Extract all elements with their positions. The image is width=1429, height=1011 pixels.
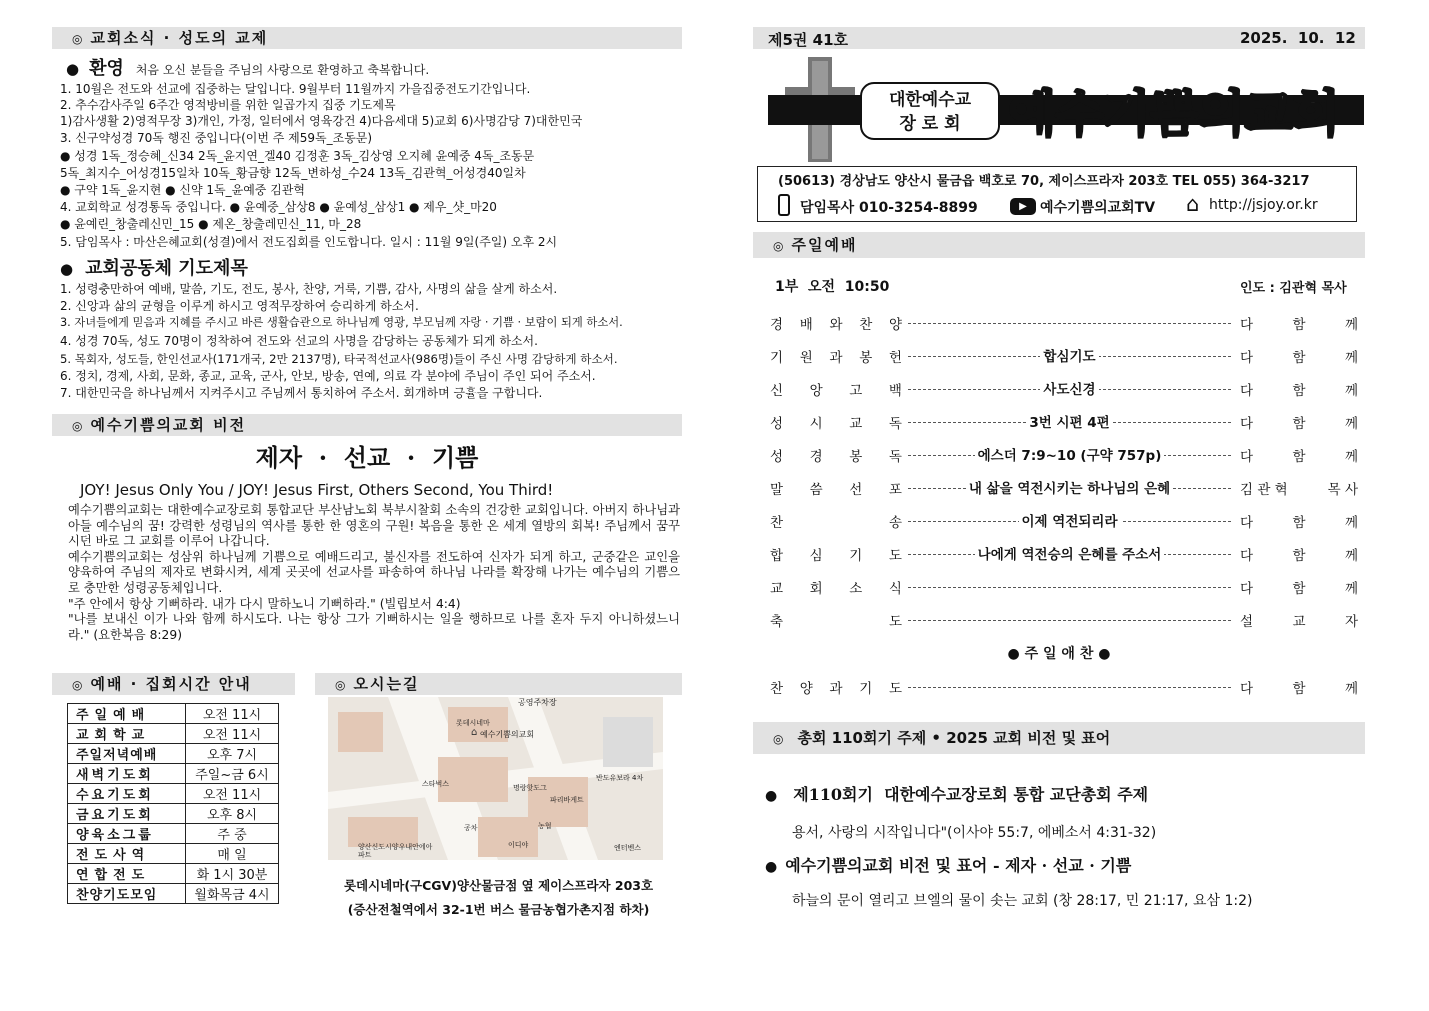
order-person-char: 께 [1344, 581, 1358, 597]
praise-heading: ● 주 일 애 찬 ● [1007, 646, 1111, 662]
pastor-phone: 담임목사 010-3254-8899 [800, 200, 978, 216]
order-item-char: 소 [849, 581, 863, 597]
order-item-name [770, 577, 902, 597]
news-title: 교회소식 · 성도의 교제 [90, 29, 269, 47]
map-label-ediya: 이디야 [508, 841, 529, 849]
order-item-char: 독 [888, 449, 902, 465]
directions-title: 오시는길 [353, 675, 420, 693]
order-person-char: 함 [1292, 449, 1306, 465]
address: (50613) 경상남도 양산시 물금읍 백호로 70, 제이스프라자 203호 TEL 055) 364-3217 [778, 174, 1310, 189]
prayer-head: 교회공동체 기도제목 [85, 258, 248, 279]
prayer-line-4: 4. 성경 70독, 성도 70명이 정착하여 전도와 선교의 사명을 감당하는 공동체가 되게 하소서. [60, 334, 538, 348]
order-item-char: 와 [829, 317, 843, 333]
order-person-char: 께 [1344, 317, 1358, 333]
table-row [68, 804, 279, 824]
theme-section-header [753, 722, 1365, 754]
order-person-char: 함 [1292, 416, 1306, 432]
section-bullet-icon: ◎ [72, 678, 85, 692]
order-item-char: 배 [799, 317, 813, 333]
praise-order-row [770, 677, 1360, 697]
news-line-2: 2. 추수감사주일 6주간 영적방비를 위한 일곱가지 집중 기도제목 [60, 98, 396, 112]
order-person-char: 김 관 혁 [1240, 482, 1288, 498]
table-row [68, 844, 279, 864]
map-label-cinema: 롯데시네마 [456, 719, 490, 727]
order-item-content [908, 313, 1231, 324]
order-item-content [908, 544, 1231, 563]
contact-box [757, 166, 1357, 222]
worship-order-row [770, 544, 1360, 564]
order-item-char: 합 [770, 548, 784, 564]
schedule-value: 오후 8시 [186, 804, 279, 824]
order-item-char: 헌 [888, 350, 902, 366]
table-row [68, 764, 279, 784]
order-person-char: 함 [1292, 317, 1306, 333]
prayer-line-7: 7. 대한민국을 하나님께서 지켜주시고 주님께서 통치하여 주소서. 회개하며 긍휼을 구합니다. [60, 386, 543, 400]
prayer-line-2: 2. 신앙과 삶의 균형을 이루게 하시고 영적무장하여 승리하게 하소서. [60, 299, 419, 313]
order-item-content [908, 577, 1231, 588]
issue-date: 2025. 10. 12 [1240, 29, 1356, 47]
worship-order-row [770, 478, 1360, 498]
table-row [68, 864, 279, 884]
worship-order-row [770, 610, 1360, 630]
worship-order-row [770, 445, 1360, 465]
phone-icon [778, 194, 790, 216]
schedule-value: 오전 11시 [186, 704, 279, 724]
prayer-heading [60, 254, 248, 280]
welcome-head: 환영 [89, 58, 124, 79]
praise-item-char: 도 [888, 681, 902, 697]
order-item-name [770, 346, 902, 366]
worship-order-row [770, 346, 1360, 366]
order-item-name [770, 544, 902, 564]
order-item-char: 도 [888, 614, 902, 630]
order-person-char: 께 [1344, 449, 1358, 465]
order-item-person [1240, 445, 1358, 465]
order-person-char: 께 [1344, 548, 1358, 564]
prayer-line-1: 1. 성령충만하여 예배, 말씀, 기도, 전도, 봉사, 찬양, 거룩, 기쁨, 감사, 사명의 삶을 살게 하소서. [60, 282, 558, 296]
order-item-content [908, 445, 1231, 464]
vision-motto: 제자 · 선교 · 기쁨 [255, 443, 479, 472]
denomination-line-2: 장 로 회 [899, 114, 961, 134]
map-label-bakery: 파리바게트 [550, 796, 584, 804]
order-item-char: 도 [888, 548, 902, 564]
order-item-char: 찬 [859, 317, 873, 333]
order-item-char: 원 [799, 350, 813, 366]
church-tv[interactable]: 예수기쁨의교회TV [1040, 200, 1156, 216]
news-section-header [52, 27, 682, 49]
home-icon: ⌂ [1186, 192, 1200, 216]
table-row [68, 724, 279, 744]
vision-body [68, 503, 680, 643]
order-person-char: 다 [1240, 449, 1254, 465]
order-item-char: 독 [888, 416, 902, 432]
order-item-char: 식 [888, 581, 902, 597]
order-item-text: 내 삶을 역전시키는 하나님의 은혜 [966, 481, 1173, 497]
theme-1-text: 용서, 사랑의 시작입니다"(이사야 55:7, 에베소서 4:31-32) [792, 825, 1157, 841]
order-person-char: 함 [1292, 515, 1306, 531]
prayer-line-5: 5. 목회자, 성도들, 한인선교사(171개국, 2만 2137명), 타국적선교사(986명)들이 주신 사명 감당하게 하소서. [60, 352, 618, 366]
prayer-line-3: 3. 자녀들에게 믿음과 지혜를 주시고 바른 생활습관으로 하나님께 영광, 부모님께 자랑 · 기쁨 · 보람이 되게 하소서. [60, 316, 623, 329]
schedule-key: 연합전도 [68, 864, 186, 884]
order-item-content [908, 511, 1231, 530]
order-item-char: 기 [770, 350, 784, 366]
order-item-char: 축 [770, 614, 784, 630]
order-item-person [1240, 412, 1358, 432]
order-item-char: 신 [770, 383, 784, 399]
map-label-apartment: 반도유보라 4차 [596, 774, 644, 782]
order-item-char: 송 [888, 515, 902, 531]
order-item-char: 백 [888, 383, 902, 399]
order-item-char: 봉 [849, 449, 863, 465]
youtube-icon: ▶ [1010, 198, 1036, 215]
news-line-1: 1. 10월은 전도와 선교에 집중하는 달입니다. 9월부터 11월까지 가을집중전도기간입니다. [60, 82, 531, 96]
map-label-apt2: 양산신도시양우내안에아파트 [358, 843, 433, 859]
table-row [68, 824, 279, 844]
schedule-section-header [52, 673, 295, 695]
schedule-title: 예배 · 집회시간 안내 [90, 675, 252, 693]
order-item-person [1240, 346, 1358, 366]
order-item-content [908, 379, 1231, 398]
schedule-key: 전도사역 [68, 844, 186, 864]
worship-order-row [770, 577, 1360, 597]
order-person-char: 목 사 [1327, 482, 1358, 498]
volume-number: 제5권 41호 [768, 31, 849, 49]
order-person-char: 함 [1292, 581, 1306, 597]
praise-item-char: 기 [859, 681, 873, 697]
order-item-name [770, 379, 902, 399]
order-person-char: 다 [1240, 416, 1254, 432]
news-line-4: 3. 신구약성경 70독 행진 중입니다(이번 주 제59독_조동문) [60, 131, 373, 145]
directions-caption-2: (증산전철역에서 32-1번 버스 물금농협가촌지점 하차) [347, 902, 650, 917]
welcome-line [66, 54, 429, 80]
order-item-char: 찬 [770, 515, 784, 531]
schedule-key: 주일예배 [68, 704, 186, 724]
order-person-char: 함 [1292, 548, 1306, 564]
worship-order-row [770, 511, 1360, 531]
praise-person-char: 함 [1292, 681, 1306, 697]
order-item-char: 교 [770, 581, 784, 597]
order-person-char: 께 [1344, 383, 1358, 399]
order-person-char: 자 [1344, 614, 1358, 630]
order-item-person [1240, 478, 1358, 498]
praise-person-char: 다 [1240, 681, 1254, 697]
theme-1-heading [765, 782, 1148, 805]
theme-1-head: 제110회기 대한예수교장로회 통합 교단총회 주제 [793, 785, 1149, 804]
bullet-icon: ● [60, 260, 74, 278]
order-item-person [1240, 511, 1358, 531]
news-line-6: 5독_최지수_어성경15일차 10독_황금향 12독_변하성_수24 13독_김관혁_어성경40일차 [60, 166, 526, 180]
worship-order-row [770, 379, 1360, 399]
vision-section-header [52, 414, 682, 436]
order-person-char: 께 [1344, 515, 1358, 531]
order-item-name [770, 412, 902, 432]
schedule-value: 오후 7시 [186, 744, 279, 764]
order-item-char: 경 [809, 449, 823, 465]
worship-section-header [753, 232, 1365, 258]
praise-item-name [770, 677, 902, 697]
order-item-char: 양 [888, 317, 902, 333]
bullet-icon: ● [66, 60, 80, 78]
order-item-person [1240, 577, 1358, 597]
welcome-text: 처음 오신 분들을 주님의 사랑으로 환영하고 축복합니다. [135, 63, 430, 77]
order-item-char: 성 [770, 416, 784, 432]
map-label-hotdog: 명랑핫도그 [513, 784, 547, 792]
theme-2-head: 예수기쁨의교회 비전 및 표어 - 제자 · 선교 · 기쁨 [785, 856, 1132, 875]
news-line-9: ● 윤예린_창출레신민_15 ● 제온_창출레민신_11, 마_28 [60, 217, 362, 231]
order-person-char: 다 [1240, 581, 1254, 597]
map-label-entervance: 엔터벤스 [614, 844, 642, 852]
order-person-char: 설 [1240, 614, 1254, 630]
praise-item-char: 과 [829, 681, 843, 697]
schedule-table [67, 703, 279, 904]
schedule-key: 수요기도회 [68, 784, 186, 804]
order-item-name [770, 511, 902, 531]
order-item-content [908, 346, 1231, 365]
order-item-text: 합심기도 [1040, 349, 1098, 365]
service-leader: 인도 : 김관혁 목사 [1240, 281, 1347, 296]
map-label-gongcha: 공차 [464, 824, 478, 832]
theme-title: 총회 110회기 주제 • 2025 교회 비전 및 표어 [797, 729, 1111, 747]
order-item-person [1240, 313, 1358, 333]
order-item-text: 사도신경 [1040, 382, 1098, 398]
order-person-char: 교 [1292, 614, 1306, 630]
order-person-char: 함 [1292, 383, 1306, 399]
order-item-person [1240, 610, 1358, 630]
worship-title: 주일예배 [791, 236, 858, 254]
order-item-char: 회 [809, 581, 823, 597]
map-label-starbucks: 스타벅스 [422, 780, 450, 788]
order-item-char: 경 [770, 317, 784, 333]
order-item-text: 에스더 7:9~10 (구약 757p) [975, 448, 1165, 464]
schedule-value: 오전 11시 [186, 724, 279, 744]
worship-order-row [770, 313, 1360, 333]
map-label-church: 예수기쁨의교회 [480, 730, 535, 739]
order-item-char: 선 [849, 482, 863, 498]
table-row [68, 704, 279, 724]
praise-person-char: 께 [1344, 681, 1358, 697]
section-bullet-icon: ◎ [72, 32, 85, 46]
order-item-text: 이제 역전되리라 [1019, 514, 1121, 530]
prayer-line-6: 6. 정치, 경제, 사회, 문화, 종교, 교육, 군사, 안보, 방송, 연예, 의료 각 분야에 주님이 주인 되어 주소서. [60, 369, 596, 383]
theme-2-text: 하늘의 문이 열리고 브엘의 물이 솟는 교회 (창 28:17, 민 21:17, 요삼 1:2) [792, 893, 1253, 909]
schedule-key: 새벽기도회 [68, 764, 186, 784]
praise-item-content [908, 677, 1231, 688]
order-item-content [908, 412, 1231, 431]
order-item-char: 과 [829, 350, 843, 366]
denomination-box [860, 82, 1000, 140]
order-person-char: 다 [1240, 383, 1254, 399]
schedule-key: 교회학교 [68, 724, 186, 744]
map-label-nonghyup: 농협 [538, 822, 552, 830]
schedule-value: 주일~금 6시 [186, 764, 279, 784]
praise-item-char: 양 [799, 681, 813, 697]
news-line-7: ● 구약 1독_윤지현 ● 신약 1독_윤예중 김관혁 [60, 183, 305, 197]
order-item-char: 성 [770, 449, 784, 465]
bullet-icon: ● [765, 859, 778, 875]
theme-2-heading [765, 853, 1131, 876]
worship-order-row [770, 412, 1360, 432]
schedule-key: 양육소그룹 [68, 824, 186, 844]
news-line-3: 1)감사생활 2)영적무장 3)개인, 가정, 일터에서 영육강건 4)다음세대 5)교회 6)사명감당 7)대한민국 [60, 114, 583, 128]
vision-quote-2: "나를 보내신 이가 나와 함께 하시도다. 나는 항상 그가 기뻐하시는 일을 행하므로 나를 혼자 두지 아니하셨느니라." (요한복음 8:29) [68, 612, 680, 642]
order-person-char: 함 [1292, 350, 1306, 366]
denomination-line-1: 대한예수교 [888, 90, 972, 110]
order-item-char: 기 [849, 548, 863, 564]
schedule-key: 찬양기도모임 [68, 884, 186, 904]
order-item-text: 나에게 역전승의 은혜를 주소서 [975, 547, 1165, 563]
section-bullet-icon: ◎ [773, 732, 784, 746]
vision-paragraph-1: 예수기쁨의교회는 대한예수교장로회 통합교단 부산남노회 북부시찰회 소속의 건강한 교회입니다. 아버지 하나님과 아들 예수님의 꿈! 강력한 성령님의 역사를 통한 한 영혼의 구원! 복음을 통한 온 세계 열방의 회복! 주님께서 꿈꾸시던 바로 그 교회를 이루어 나갑니다. [68, 503, 680, 549]
directions-caption-1: 롯데시네마(구CGV)양산물금점 옆 제이스프라자 203호 [343, 878, 654, 893]
church-name-logo: 예수기쁨의교회 [1008, 85, 1340, 143]
news-line-5: ● 성경 1독_정승혜_신34 2독_윤지연_겔40 김정훈 3독_김상영 오지혜 윤예중 4독_조동문 [60, 149, 535, 163]
schedule-value: 월화목금 4시 [186, 884, 279, 904]
order-item-text: 3번 시편 4편 [1026, 415, 1112, 431]
news-line-10: 5. 담임목사 : 마산은혜교회(성결)에서 전도집회를 인도합니다. 일시 : 11월 9일(주일) 오후 2시 [60, 235, 558, 249]
order-item-char: 교 [849, 416, 863, 432]
order-item-name [770, 610, 902, 630]
order-item-char: 고 [849, 383, 863, 399]
order-item-char: 시 [809, 416, 823, 432]
order-person-char: 다 [1240, 350, 1254, 366]
praise-item-person [1240, 677, 1358, 697]
news-line-8: 4. 교회학교 성경통독 중입니다. ● 윤예중_삼상8 ● 윤예성_삼상1 ● 제우_샷_마20 [60, 200, 497, 214]
table-row [68, 784, 279, 804]
vision-quote-1: "주 안에서 항상 기뻐하라. 내가 다시 말하노니 기뻐하라." (빌립보서 4:4) [68, 596, 461, 611]
church-pin-icon: ⌂ [471, 727, 478, 738]
order-item-name [770, 313, 902, 333]
praise-item-char: 찬 [770, 681, 784, 697]
table-row [68, 884, 279, 904]
order-item-person [1240, 544, 1358, 564]
schedule-value: 매 일 [186, 844, 279, 864]
order-person-char: 다 [1240, 515, 1254, 531]
order-item-char: 포 [888, 482, 902, 498]
schedule-value: 오전 11시 [186, 784, 279, 804]
joy-line: JOY! Jesus Only You / JOY! Jesus First, Others Second, You Third! [80, 481, 554, 499]
schedule-value: 주 중 [186, 824, 279, 844]
order-item-char: 씀 [809, 482, 823, 498]
section-bullet-icon: ◎ [773, 239, 786, 253]
order-person-char: 께 [1344, 350, 1358, 366]
schedule-value: 화 1시 30분 [186, 864, 279, 884]
vision-title: 예수기쁨의교회 비전 [90, 416, 247, 434]
order-item-content [908, 610, 1231, 621]
vision-paragraph-2: 예수기쁨의교회는 성삼위 하나님께 기쁨으로 예배드리고, 불신자를 전도하여 신자가 되게 하고, 군중같은 교인을 양육하여 주님의 제자로 변화시켜, 세계 곳곳에 선교사를 파송하여 하나님 나라를 확장해 나가는 예수님의 기쁨으로 충만한 성령공동체입니다. [68, 549, 680, 595]
schedule-key: 금요기도회 [68, 804, 186, 824]
schedule-key: 주일저녁예배 [68, 744, 186, 764]
order-item-char: 앙 [809, 383, 823, 399]
bullet-icon: ● [765, 788, 778, 804]
order-item-name [770, 478, 902, 498]
order-item-name [770, 445, 902, 465]
section-bullet-icon: ◎ [335, 678, 348, 692]
order-item-char: 말 [770, 482, 784, 498]
order-item-content [908, 478, 1231, 497]
directions-section-header [315, 673, 682, 695]
order-item-person [1240, 379, 1358, 399]
order-item-char: 심 [809, 548, 823, 564]
order-person-char: 다 [1240, 317, 1254, 333]
service-time: 1부 오전 10:50 [775, 279, 890, 295]
website-link[interactable]: http://jsjoy.or.kr [1209, 197, 1318, 213]
table-row [68, 744, 279, 764]
location-map[interactable] [328, 697, 663, 860]
map-label-parking: 공영주차장 [518, 698, 557, 707]
order-person-char: 다 [1240, 548, 1254, 564]
section-bullet-icon: ◎ [72, 419, 85, 433]
order-item-char: 봉 [859, 350, 873, 366]
order-person-char: 께 [1344, 416, 1358, 432]
